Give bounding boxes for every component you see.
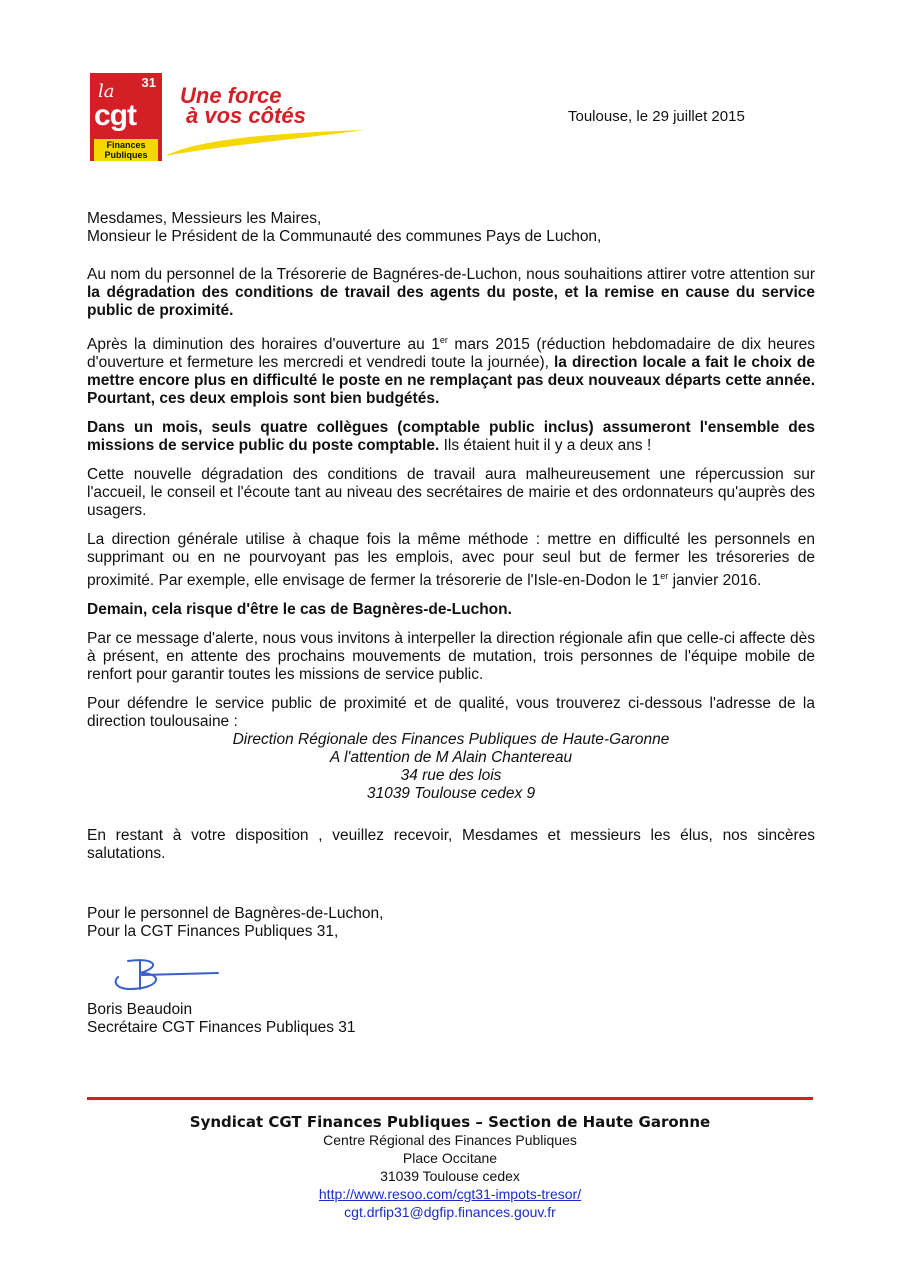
handwritten-signature: [110, 955, 225, 993]
address-line3: 34 rue des lois: [400, 767, 502, 785]
salutation-line2: Monsieur le Président de la Communauté des communes Pays de Luchon,: [87, 228, 602, 245]
logo-finances-publiques: [94, 139, 158, 161]
paragraph-8: Pour défendre le service public de proximité et de qualité, vous trouverez ci-dessous l'adresse de la direction toulousaine :: [87, 695, 815, 731]
p2-text: Après la diminution des horaires d'ouverture au 1: [87, 336, 440, 354]
p5-sup: er: [660, 571, 669, 582]
slogan-line2: à vos côtés: [186, 103, 306, 128]
paragraph-6: Demain, cela risque d'être le cas de Bagnères-de-Luchon.: [87, 601, 512, 619]
footer-divider: [87, 1097, 813, 1100]
footer-line2: Place Occitane: [402, 1150, 498, 1166]
p3-text: Ils étaient huit il y a deux ans !: [439, 437, 652, 455]
paragraph-7: Par ce message d'alerte, nous vous invitons à interpeller la direction régionale afin que celle-ci affecte dès à présent, en attente des prochains mouvements de mutation, trois personnes de l'équipe mobile de renfort pour garantir toutes les missions de service public.: [87, 630, 815, 684]
paragraph-4: Cette nouvelle dégradation des conditions de travail aura malheureusement une répercussion sur l'accueil, le conseil et l'écoute tant au niveau des secrétaires de mairie et des ordonnateurs qu'auprès des usagers.: [87, 466, 815, 520]
address-line1: Direction Régionale des Finances Publiques de Haute-Garonne: [232, 731, 670, 749]
footer-website-link[interactable]: http://www.resoo.com/cgt31-impots-tresor/: [318, 1186, 582, 1202]
p3-bold: Dans un mois, seuls quatre collègues (comptable public inclus) assumeront l'ensemble des missions de service public du poste comptable.: [87, 419, 815, 455]
logo-fp-line1: Finances: [106, 140, 146, 150]
slogan-line1: Une force: [180, 83, 282, 108]
p1-bold: la dégradation des conditions de travail des agents du poste, et la remise en cause du service public de proximité.: [87, 284, 815, 319]
p2-text-2: mars 2015 (réduction hebdomadaire de dix heures d'ouverture et fermeture les mercredi et vendredi toute la journée),: [87, 336, 816, 372]
letter-date: Toulouse, le 29 juillet 2015: [568, 108, 745, 125]
slogan: [180, 83, 306, 128]
letter-body: [87, 266, 815, 874]
sign-intro-line2: Pour la CGT Finances Publiques 31,: [87, 923, 339, 940]
salutation: [87, 210, 815, 246]
paragraph-2: [87, 331, 815, 408]
logo-cgt: cgt: [94, 99, 136, 132]
signer-name: Boris Beaudoin: [87, 1001, 193, 1018]
footer-email[interactable]: cgt.drfip31@dgfip.finances.gouv.fr: [344, 1204, 556, 1220]
p2-bold: la direction locale a fait le choix de mettre encore plus en difficulté le poste en ne remplaçant pas deux nouveaux départs cette année. Pourtant, ces deux emplois sont bien budgétés.: [87, 354, 815, 408]
p1-text: Au nom du personnel de la Trésorerie de Bagnéres-de-Luchon, nous souhaitions attirer votre attention sur: [87, 266, 815, 283]
paragraph-3: [87, 419, 815, 455]
signer-role: Secrétaire CGT Finances Publiques 31: [87, 1019, 356, 1036]
p5-text: La direction générale utilise à chaque fois la même méthode : mettre en difficulté les personnels en supprimant ou en ne pourvoyant pas les emplois, avec pour seul but de fermer les trésoreries de proximité. Par exemple, elle envisage de fermer la trésorerie de l'Isle-en-Dodon le 1: [87, 531, 815, 590]
footer-line1: Centre Régional des Finances Publiques: [323, 1132, 577, 1148]
logo-number: 31: [141, 75, 156, 90]
cgt-logo: [90, 73, 162, 161]
signer-block: [87, 1001, 356, 1037]
footer-line3: 31039 Toulouse cedex: [380, 1168, 520, 1184]
logo-fp-line2: Publiques: [104, 150, 148, 160]
closing-paragraph: En restant à votre disposition , veuillez recevoir, Mesdames et messieurs les élus, nos sincères salutations.: [87, 827, 815, 863]
sign-intro-line1: Pour le personnel de Bagnères-de-Luchon,: [87, 905, 384, 922]
salutation-line1: Mesdames, Messieurs les Maires,: [87, 210, 322, 227]
address-line4: 31039 Toulouse cedex 9: [366, 785, 536, 803]
p5-text-2: janvier 2016.: [668, 572, 762, 590]
footer-title: Syndicat CGT Finances Publiques – Section de Haute Garonne: [189, 1113, 711, 1131]
address-block: [87, 731, 815, 803]
sign-intro: [87, 905, 383, 941]
footer: [87, 1113, 813, 1221]
address-line2: A l'attention de M Alain Chantereau: [329, 749, 573, 767]
logo-la: la: [98, 81, 115, 102]
paragraph-5: [87, 531, 815, 590]
p2-sup: er: [439, 335, 448, 345]
paragraph-1: [87, 266, 815, 320]
